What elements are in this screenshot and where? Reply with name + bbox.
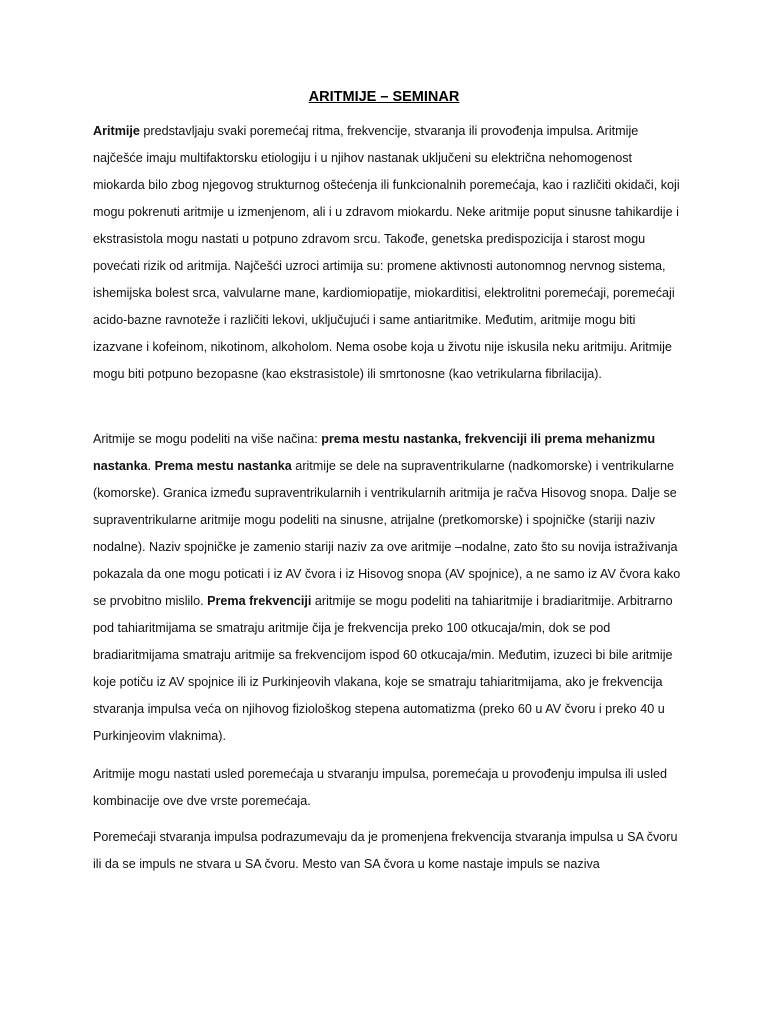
bold-term: Aritmije	[93, 124, 140, 138]
paragraph-text: aritmije se dele na supraventrikularne (nadkomorske) i ventrikularne (komorske). Granica između supraventrikularnih i ventrikularnih aritmija je račva Hisovog snopa. Dalje se supraventrikularne aritmije mogu podeliti na sinusne, atrijalne (pretkomorske) i spojničke (stariji naziv nodalne). Naziv spojničke je zamenio stariji naziv za ove aritmije –nodalne, zato što su novija istraživanja pokazala da one mogu poticati i iz AV čvora i iz Hisovog snopa (AV spojnice), a ne samo iz AV čvora kako se prvobitno mislilo.	[93, 459, 681, 608]
paragraph-text: Aritmije se mogu podeliti na više načina:	[93, 432, 322, 446]
paragraph-classification	[93, 426, 683, 750]
bold-term: Prema frekvenciji	[207, 594, 312, 608]
paragraph-impulse-formation	[93, 824, 683, 878]
document-title: ARITMIJE – SEMINAR	[308, 89, 460, 105]
paragraph-introduction	[93, 118, 683, 388]
paragraph-text: .	[147, 459, 155, 473]
bold-term: Prema mestu nastanka	[154, 459, 292, 473]
bold-term: prema mestu nastanka, frekvenciji ili prema mehanizmu nastanka	[93, 432, 656, 473]
paragraph-text: Poremećaji stvaranja impulsa podrazumevaju da je promenjena frekvencija stvaranja impulsa u SA čvoru ili da se impuls ne stvara u SA čvoru. Mesto van SA čvora u kome nastaje impuls se naziva	[93, 830, 678, 871]
paragraph-text: Aritmije mogu nastati usled poremećaja u stvaranju impulsa, poremećaja u provođenju impulsa ili usled kombinacije ove dve vrste poremećaja.	[93, 767, 668, 808]
paragraph-text: aritmije se mogu podeliti na tahiaritmije i bradiaritmije. Arbitrarno pod tahiaritmijama se smatraju aritmije čija je frekvencija preko 100 otkucaja/min, dok se pod bradiaritmijama smatraju aritmije sa frekvencijom ispod 60 otkucaja/min. Međutim, izuzeci bi bile aritmije koje potiču iz AV spojnice ili iz Purkinjeovih vlakana, koje se smatraju tahiaritmijama, ako je frekvencija stvaranja impulsa veća on njihovog fiziološkog stepena automatizma (preko 60 u AV čvoru i preko 40 u Purkinjeovim vlaknima).	[93, 594, 673, 743]
paragraph-mechanism	[93, 761, 683, 815]
paragraph-text: predstavljaju svaki poremećaj ritma, frekvencije, stvaranja ili provođenja impulsa. Aritmije najčešće imaju multifaktorsku etiologiju i u njihov nastanak uključeni su električna nehomogenost miokarda bilo zbog njegovog strukturnog oštećenja ili funkcionalnih poremećaja, kao i različiti okidači, koji mogu pokrenuti aritmije u izmenjenom, ali i u zdravom miokardu. Neke aritmije poput sinusne tahikardije i ekstrasistola mogu nastati u potpuno zdravom srcu. Takođe, genetska predispozicija i starost mogu povećati rizik od aritmija. Najčešći uzroci artimija su: promene aktivnosti autonomnog nervnog sistema, ishemijska bolest srca, valvularne mane, kardiomiopatije, miokarditisi, elektrolitni poremećaji, poremećaji acido-bazne ravnoteže i različiti lekovi, uključujući i same antiaritmike. Međutim, aritmije mogu biti izazvane i kofeinom, nikotinom, alkoholom. Nema osobe koja u životu nije iskusila neku aritmiju. Aritmije mogu biti potpuno bezopasne (kao ekstrasistole) ili smrtonosne (kao vetrikularna fibrilacija).	[93, 124, 680, 381]
